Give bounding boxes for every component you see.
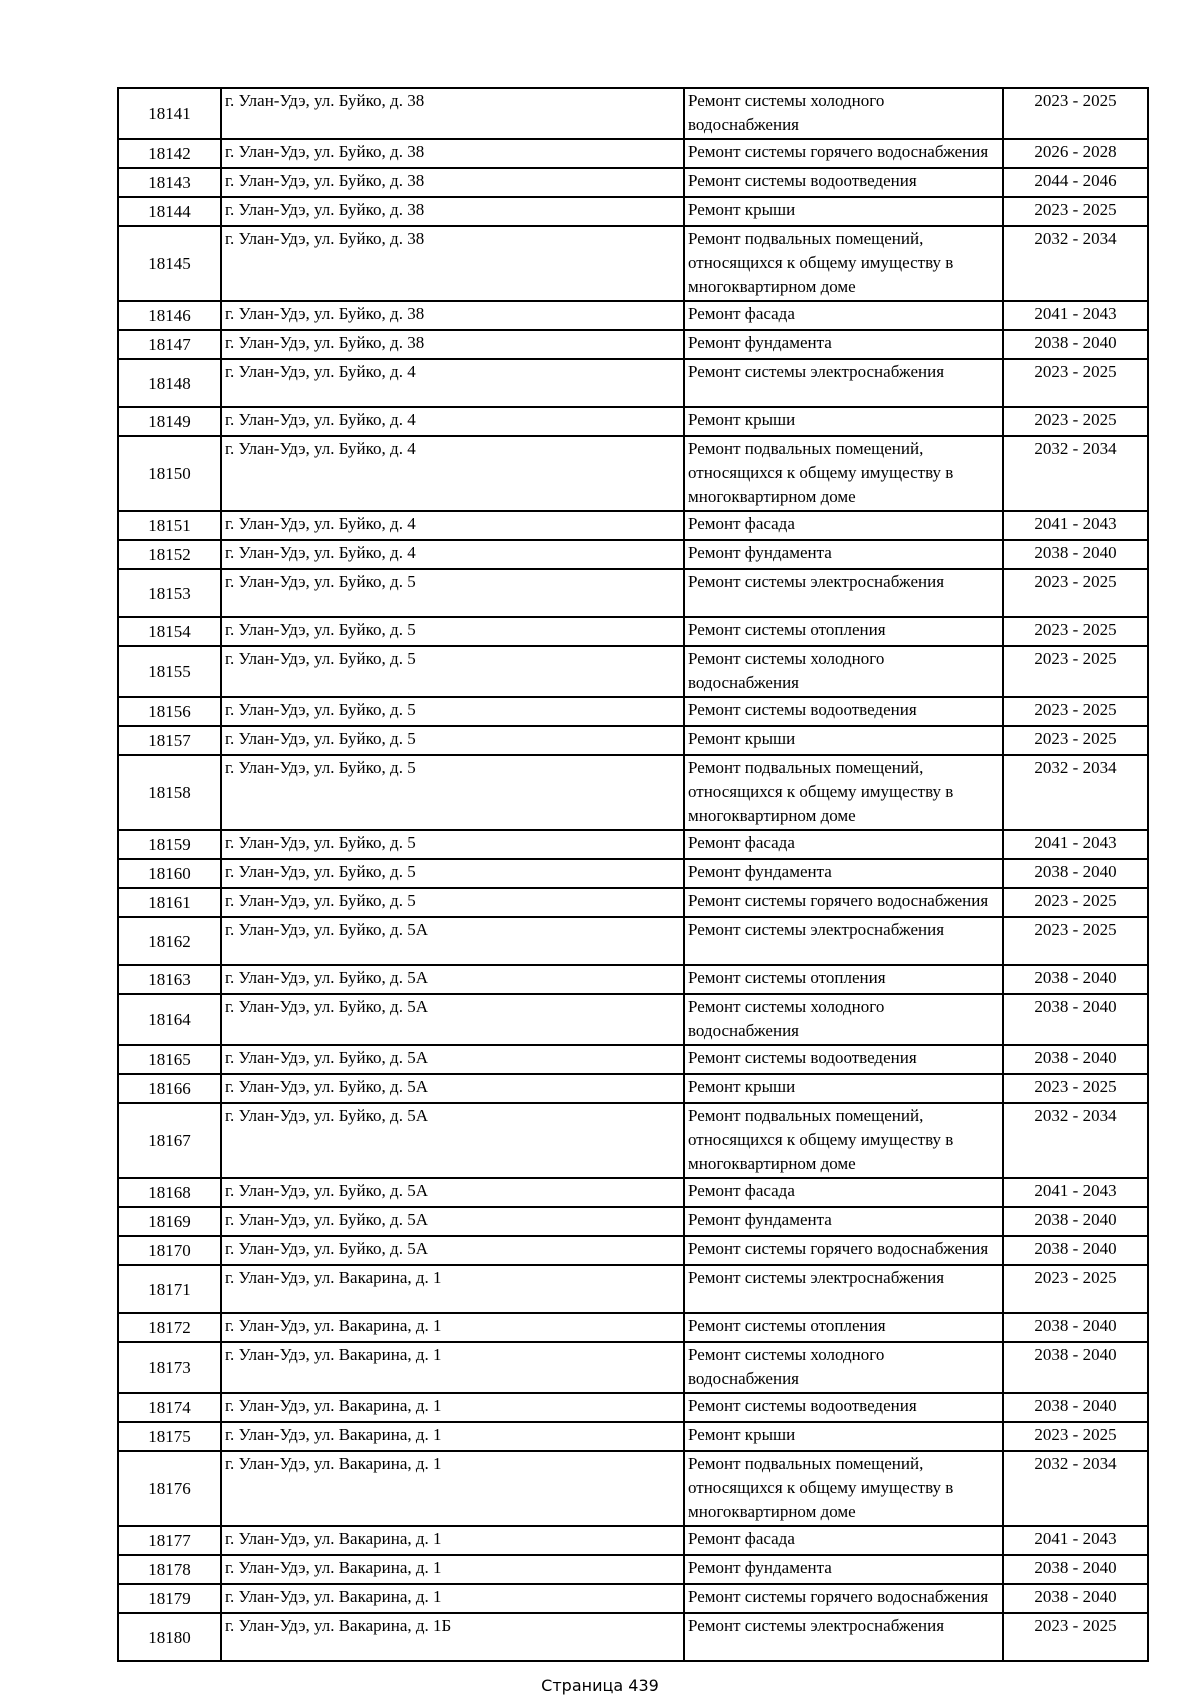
cell-period: 2041 - 2043: [1003, 830, 1148, 859]
cell-address: г. Улан-Удэ, ул. Буйко, д. 5А: [221, 1045, 684, 1074]
cell-work-type: Ремонт фундамента: [684, 859, 1003, 888]
cell-work-type: Ремонт крыши: [684, 726, 1003, 755]
table-row: [118, 540, 1148, 569]
cell-work-type: Ремонт системы электроснабжения: [684, 1613, 1003, 1661]
cell-address: г. Улан-Удэ, ул. Буйко, д. 5А: [221, 917, 684, 965]
cell-work-type: Ремонт системы холодного водоснабжения: [684, 994, 1003, 1045]
cell-period: 2023 - 2025: [1003, 1422, 1148, 1451]
cell-period: 2032 - 2034: [1003, 226, 1148, 301]
cell-number: 18156: [118, 697, 221, 726]
cell-address: г. Улан-Удэ, ул. Вакарина, д. 1: [221, 1393, 684, 1422]
cell-period: 2026 - 2028: [1003, 139, 1148, 168]
cell-work-type: Ремонт фасада: [684, 511, 1003, 540]
cell-number: 18144: [118, 197, 221, 226]
cell-address: г. Улан-Удэ, ул. Буйко, д. 5А: [221, 994, 684, 1045]
table-row: [118, 1451, 1148, 1526]
cell-period: 2038 - 2040: [1003, 859, 1148, 888]
cell-address: г. Улан-Удэ, ул. Буйко, д. 4: [221, 511, 684, 540]
cell-period: 2038 - 2040: [1003, 1236, 1148, 1265]
table-row: [118, 726, 1148, 755]
cell-period: 2032 - 2034: [1003, 755, 1148, 830]
cell-address: г. Улан-Удэ, ул. Вакарина, д. 1Б: [221, 1613, 684, 1661]
cell-work-type: Ремонт системы отопления: [684, 965, 1003, 994]
table-row: [118, 994, 1148, 1045]
cell-work-type: Ремонт подвальных помещений, относящихся к общему имуществу в многоквартирном доме: [684, 755, 1003, 830]
cell-address: г. Улан-Удэ, ул. Буйко, д. 5: [221, 726, 684, 755]
cell-address: г. Улан-Удэ, ул. Вакарина, д. 1: [221, 1313, 684, 1342]
table-row: [118, 139, 1148, 168]
table-row: [118, 1613, 1148, 1661]
cell-address: г. Улан-Удэ, ул. Буйко, д. 5А: [221, 1103, 684, 1178]
cell-work-type: Ремонт системы электроснабжения: [684, 359, 1003, 407]
cell-period: 2041 - 2043: [1003, 1526, 1148, 1555]
cell-number: 18174: [118, 1393, 221, 1422]
cell-work-type: Ремонт фундамента: [684, 330, 1003, 359]
cell-address: г. Улан-Удэ, ул. Буйко, д. 5: [221, 617, 684, 646]
cell-work-type: Ремонт подвальных помещений, относящихся к общему имуществу в многоквартирном доме: [684, 436, 1003, 511]
table-row: [118, 1236, 1148, 1265]
cell-period: 2044 - 2046: [1003, 168, 1148, 197]
cell-period: 2038 - 2040: [1003, 1555, 1148, 1584]
cell-period: 2023 - 2025: [1003, 646, 1148, 697]
table-row: [118, 888, 1148, 917]
table-row: [118, 511, 1148, 540]
cell-period: 2038 - 2040: [1003, 965, 1148, 994]
cell-work-type: Ремонт системы водоотведения: [684, 168, 1003, 197]
cell-number: 18179: [118, 1584, 221, 1613]
cell-period: 2038 - 2040: [1003, 1207, 1148, 1236]
cell-period: 2023 - 2025: [1003, 197, 1148, 226]
cell-number: 18162: [118, 917, 221, 965]
cell-work-type: Ремонт системы водоотведения: [684, 697, 1003, 726]
cell-work-type: Ремонт системы водоотведения: [684, 1393, 1003, 1422]
table-row: [118, 359, 1148, 407]
cell-work-type: Ремонт фасада: [684, 301, 1003, 330]
cell-address: г. Улан-Удэ, ул. Буйко, д. 38: [221, 226, 684, 301]
cell-number: 18149: [118, 407, 221, 436]
cell-address: г. Улан-Удэ, ул. Буйко, д. 38: [221, 301, 684, 330]
cell-address: г. Улан-Удэ, ул. Вакарина, д. 1: [221, 1422, 684, 1451]
cell-number: 18160: [118, 859, 221, 888]
table-row: [118, 859, 1148, 888]
table-row: [118, 1178, 1148, 1207]
cell-number: 18161: [118, 888, 221, 917]
cell-address: г. Улан-Удэ, ул. Буйко, д. 5: [221, 646, 684, 697]
table-row: [118, 407, 1148, 436]
cell-address: г. Улан-Удэ, ул. Буйко, д. 5: [221, 859, 684, 888]
table-row: [118, 1555, 1148, 1584]
table-row: [118, 697, 1148, 726]
table-row: [118, 1103, 1148, 1178]
cell-work-type: Ремонт крыши: [684, 1422, 1003, 1451]
cell-work-type: Ремонт фасада: [684, 830, 1003, 859]
cell-work-type: Ремонт системы электроснабжения: [684, 569, 1003, 617]
table-row: [118, 1074, 1148, 1103]
cell-number: 18177: [118, 1526, 221, 1555]
cell-address: г. Улан-Удэ, ул. Вакарина, д. 1: [221, 1584, 684, 1613]
cell-period: 2041 - 2043: [1003, 1178, 1148, 1207]
cell-work-type: Ремонт системы горячего водоснабжения: [684, 139, 1003, 168]
cell-number: 18171: [118, 1265, 221, 1313]
cell-work-type: Ремонт крыши: [684, 407, 1003, 436]
cell-number: 18169: [118, 1207, 221, 1236]
cell-work-type: Ремонт системы холодного водоснабжения: [684, 646, 1003, 697]
cell-address: г. Улан-Удэ, ул. Вакарина, д. 1: [221, 1265, 684, 1313]
cell-number: 18163: [118, 965, 221, 994]
table-row: [118, 197, 1148, 226]
table-row: [118, 1393, 1148, 1422]
cell-work-type: Ремонт системы горячего водоснабжения: [684, 888, 1003, 917]
cell-number: 18168: [118, 1178, 221, 1207]
cell-work-type: Ремонт системы горячего водоснабжения: [684, 1584, 1003, 1613]
table-row: [118, 1207, 1148, 1236]
cell-address: г. Улан-Удэ, ул. Буйко, д. 38: [221, 168, 684, 197]
table-row: [118, 1265, 1148, 1313]
table-row: [118, 617, 1148, 646]
cell-work-type: Ремонт подвальных помещений, относящихся к общему имуществу в многоквартирном доме: [684, 1451, 1003, 1526]
cell-period: 2032 - 2034: [1003, 1451, 1148, 1526]
cell-address: г. Улан-Удэ, ул. Буйко, д. 38: [221, 139, 684, 168]
cell-work-type: Ремонт системы горячего водоснабжения: [684, 1236, 1003, 1265]
cell-number: 18159: [118, 830, 221, 859]
cell-number: 18164: [118, 994, 221, 1045]
cell-period: 2038 - 2040: [1003, 540, 1148, 569]
cell-number: 18167: [118, 1103, 221, 1178]
cell-number: 18142: [118, 139, 221, 168]
table-row: [118, 646, 1148, 697]
cell-address: г. Улан-Удэ, ул. Вакарина, д. 1: [221, 1555, 684, 1584]
cell-work-type: Ремонт системы электроснабжения: [684, 1265, 1003, 1313]
cell-number: 18173: [118, 1342, 221, 1393]
cell-number: 18153: [118, 569, 221, 617]
table-row: [118, 1526, 1148, 1555]
cell-number: 18166: [118, 1074, 221, 1103]
cell-period: 2038 - 2040: [1003, 330, 1148, 359]
cell-period: 2023 - 2025: [1003, 1265, 1148, 1313]
cell-period: 2023 - 2025: [1003, 569, 1148, 617]
cell-number: 18148: [118, 359, 221, 407]
cell-address: г. Улан-Удэ, ул. Буйко, д. 4: [221, 407, 684, 436]
table-row: [118, 301, 1148, 330]
cell-address: г. Улан-Удэ, ул. Буйко, д. 5А: [221, 1236, 684, 1265]
cell-work-type: Ремонт системы отопления: [684, 617, 1003, 646]
table-row: [118, 917, 1148, 965]
cell-number: 18152: [118, 540, 221, 569]
cell-period: 2032 - 2034: [1003, 436, 1148, 511]
cell-work-type: Ремонт системы холодного водоснабжения: [684, 88, 1003, 139]
table-row: [118, 1313, 1148, 1342]
cell-address: г. Улан-Удэ, ул. Буйко, д. 38: [221, 330, 684, 359]
cell-period: 2023 - 2025: [1003, 917, 1148, 965]
table-row: [118, 1422, 1148, 1451]
cell-work-type: Ремонт крыши: [684, 1074, 1003, 1103]
table-row: [118, 965, 1148, 994]
cell-period: 2023 - 2025: [1003, 1613, 1148, 1661]
cell-period: 2038 - 2040: [1003, 994, 1148, 1045]
cell-number: 18158: [118, 755, 221, 830]
table-row: [118, 830, 1148, 859]
cell-address: г. Улан-Удэ, ул. Вакарина, д. 1: [221, 1526, 684, 1555]
cell-work-type: Ремонт системы отопления: [684, 1313, 1003, 1342]
cell-work-type: Ремонт системы электроснабжения: [684, 917, 1003, 965]
cell-work-type: Ремонт фундамента: [684, 1555, 1003, 1584]
cell-address: г. Улан-Удэ, ул. Вакарина, д. 1: [221, 1342, 684, 1393]
cell-work-type: Ремонт системы водоотведения: [684, 1045, 1003, 1074]
cell-period: 2038 - 2040: [1003, 1342, 1148, 1393]
cell-address: г. Улан-Удэ, ул. Буйко, д. 4: [221, 359, 684, 407]
cell-address: г. Улан-Удэ, ул. Буйко, д. 5А: [221, 1074, 684, 1103]
cell-number: 18176: [118, 1451, 221, 1526]
cell-address: г. Улан-Удэ, ул. Буйко, д. 38: [221, 197, 684, 226]
cell-number: 18165: [118, 1045, 221, 1074]
cell-period: 2023 - 2025: [1003, 697, 1148, 726]
cell-number: 18172: [118, 1313, 221, 1342]
cell-period: 2023 - 2025: [1003, 359, 1148, 407]
table-row: [118, 1584, 1148, 1613]
cell-number: 18178: [118, 1555, 221, 1584]
cell-work-type: Ремонт подвальных помещений, относящихся к общему имуществу в многоквартирном доме: [684, 1103, 1003, 1178]
page-number: Страница 439: [541, 1676, 659, 1695]
cell-work-type: Ремонт фасада: [684, 1178, 1003, 1207]
cell-number: 18141: [118, 88, 221, 139]
table-row: [118, 168, 1148, 197]
cell-period: 2023 - 2025: [1003, 726, 1148, 755]
cell-period: 2041 - 2043: [1003, 511, 1148, 540]
cell-address: г. Улан-Удэ, ул. Буйко, д. 38: [221, 88, 684, 139]
cell-address: г. Улан-Удэ, ул. Буйко, д. 5А: [221, 965, 684, 994]
cell-address: г. Улан-Удэ, ул. Буйко, д. 5: [221, 830, 684, 859]
cell-address: г. Улан-Удэ, ул. Вакарина, д. 1: [221, 1451, 684, 1526]
cell-number: 18151: [118, 511, 221, 540]
cell-address: г. Улан-Удэ, ул. Буйко, д. 5: [221, 755, 684, 830]
cell-work-type: Ремонт системы холодного водоснабжения: [684, 1342, 1003, 1393]
table-row: [118, 226, 1148, 301]
cell-address: г. Улан-Удэ, ул. Буйко, д. 5: [221, 569, 684, 617]
cell-number: 18157: [118, 726, 221, 755]
table-row: [118, 569, 1148, 617]
cell-period: 2038 - 2040: [1003, 1045, 1148, 1074]
cell-number: 18175: [118, 1422, 221, 1451]
cell-address: г. Улан-Удэ, ул. Буйко, д. 4: [221, 436, 684, 511]
cell-number: 18150: [118, 436, 221, 511]
table-row: [118, 1045, 1148, 1074]
table-row: [118, 88, 1148, 139]
cell-address: г. Улан-Удэ, ул. Буйко, д. 5А: [221, 1207, 684, 1236]
cell-work-type: Ремонт крыши: [684, 197, 1003, 226]
repair-schedule-table: [117, 87, 1149, 1662]
table-row: [118, 755, 1148, 830]
cell-work-type: Ремонт фасада: [684, 1526, 1003, 1555]
cell-number: 18170: [118, 1236, 221, 1265]
cell-period: 2023 - 2025: [1003, 888, 1148, 917]
cell-number: 18180: [118, 1613, 221, 1661]
cell-period: 2032 - 2034: [1003, 1103, 1148, 1178]
cell-period: 2023 - 2025: [1003, 88, 1148, 139]
table-row: [118, 436, 1148, 511]
table-row: [118, 330, 1148, 359]
cell-number: 18147: [118, 330, 221, 359]
cell-work-type: Ремонт подвальных помещений, относящихся к общему имуществу в многоквартирном доме: [684, 226, 1003, 301]
cell-address: г. Улан-Удэ, ул. Буйко, д. 4: [221, 540, 684, 569]
table-row: [118, 1342, 1148, 1393]
cell-number: 18145: [118, 226, 221, 301]
cell-work-type: Ремонт фундамента: [684, 540, 1003, 569]
cell-work-type: Ремонт фундамента: [684, 1207, 1003, 1236]
cell-period: 2041 - 2043: [1003, 301, 1148, 330]
cell-address: г. Улан-Удэ, ул. Буйко, д. 5: [221, 697, 684, 726]
cell-period: 2038 - 2040: [1003, 1313, 1148, 1342]
cell-number: 18146: [118, 301, 221, 330]
cell-address: г. Улан-Удэ, ул. Буйко, д. 5: [221, 888, 684, 917]
cell-period: 2038 - 2040: [1003, 1393, 1148, 1422]
cell-period: 2023 - 2025: [1003, 617, 1148, 646]
cell-period: 2038 - 2040: [1003, 1584, 1148, 1613]
cell-number: 18143: [118, 168, 221, 197]
cell-period: 2023 - 2025: [1003, 407, 1148, 436]
cell-number: 18154: [118, 617, 221, 646]
table-body: [118, 88, 1148, 1661]
cell-period: 2023 - 2025: [1003, 1074, 1148, 1103]
cell-number: 18155: [118, 646, 221, 697]
cell-address: г. Улан-Удэ, ул. Буйко, д. 5А: [221, 1178, 684, 1207]
